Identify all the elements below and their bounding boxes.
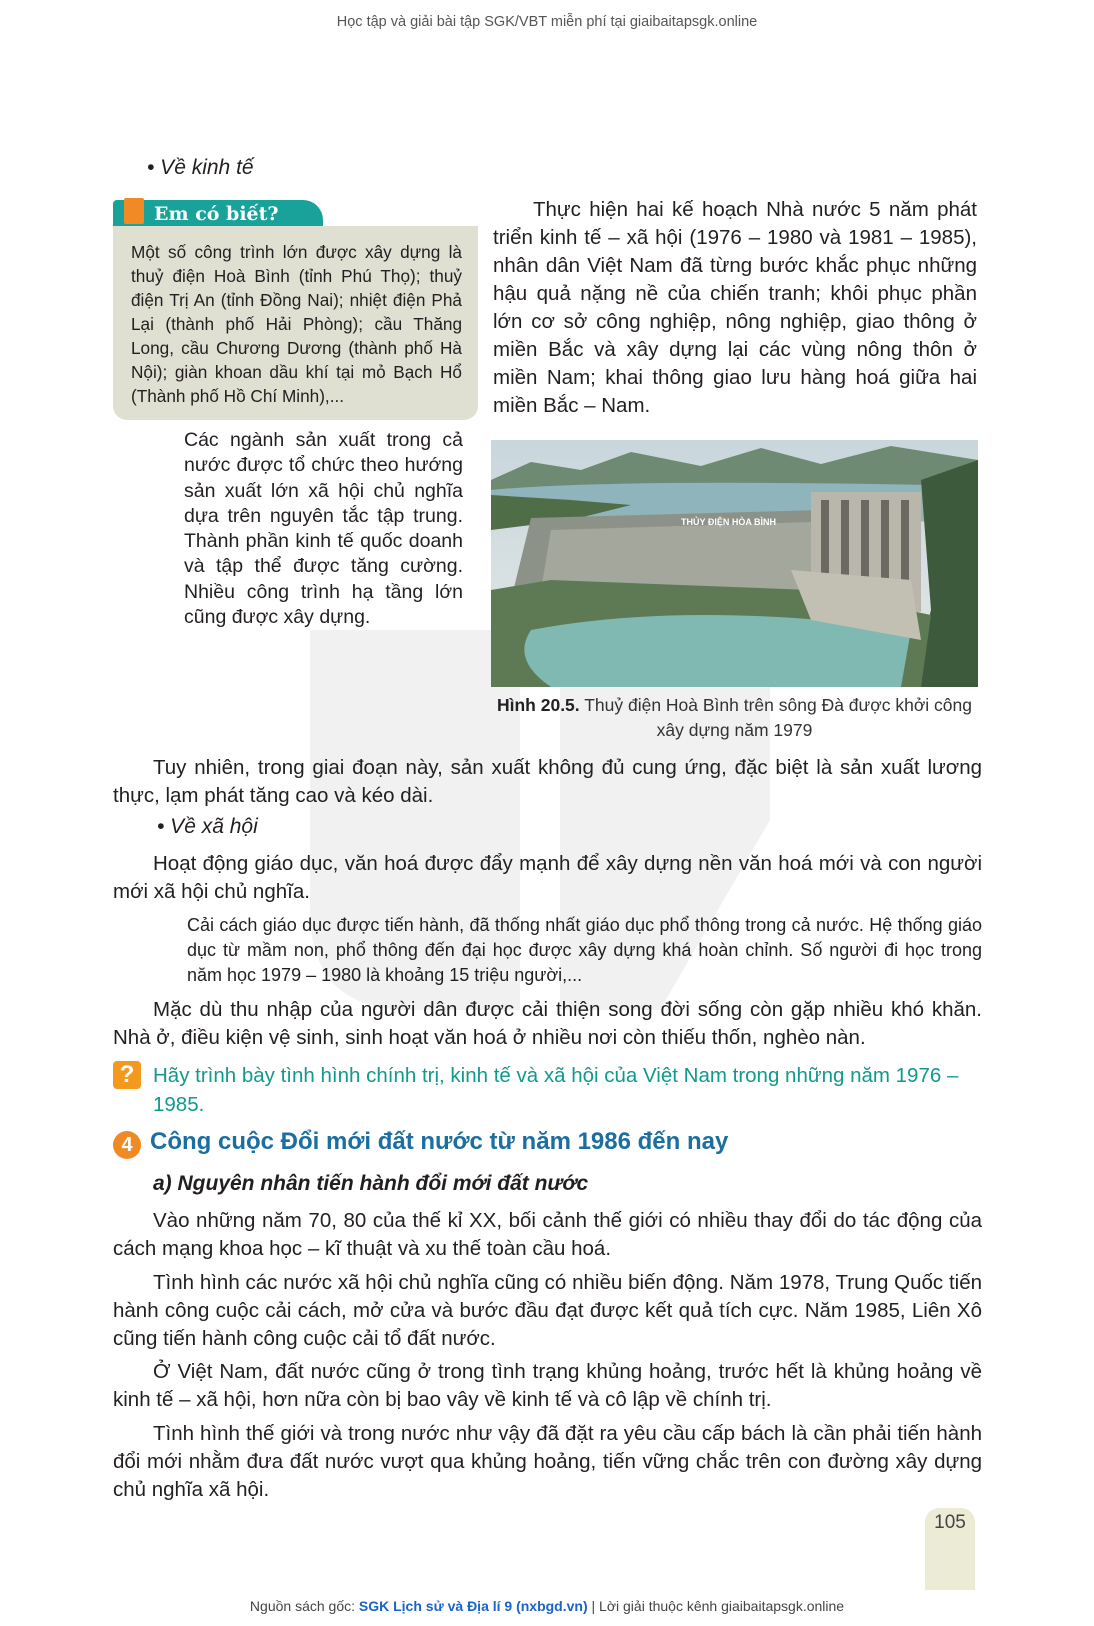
footer-watermark: [0, 1598, 1094, 1614]
subsection-title: a) Nguyên nhân tiến hành đổi mới đất nước: [153, 1172, 589, 1195]
figure-caption: [491, 693, 978, 743]
footer-prefix: Nguồn sách gốc:: [249, 1598, 359, 1614]
paragraph-socialist: Tình hình các nước xã hội chủ nghĩa cũng có nhiều biến động. Năm 1978, Trung Quốc tiến hành công cuộc cải cách, mở cửa và bước đầu đạt được kết quả tích cực. Năm 1985, Liên Xô cũng tiến hành công cuộc cải tổ đất nước.: [113, 1271, 982, 1350]
info-box-title: Em có biết?: [154, 203, 279, 225]
figure-label: Hình 20.5.: [496, 695, 580, 715]
paragraph-vietnam: Ở Việt Nam, đất nước cũng ở trong tình trạng khủng hoảng, trước hết là khủng hoảng về kinh tế – xã hội, hơn nữa còn bị bao vây về kinh tế và cô lập về chính trị.: [113, 1360, 982, 1411]
paragraph-however: Tuy nhiên, trong giai đoạn này, sản xuất không đủ cung ứng, đặc biệt là sản xuất lương thực, lạm phát tăng cao và kéo dài.: [113, 756, 982, 807]
info-box-body: [113, 226, 478, 420]
question-icon: ?: [113, 1061, 141, 1089]
paragraph-plans: Thực hiện hai kế hoạch Nhà nước 5 năm phát triển kinh tế – xã hội (1976 – 1980 và 1981 – 1985), nhân dân Việt Nam đã từng bước khắc phục những hậu quả nặng nề của chiến tranh; khôi phục phần lớn cơ sở công nghiệp, nông nghiệp, giao thông ở miền Bắc và xây dựng lại các vùng nông thôn ở miền Nam; khai thông giao lưu hàng hoá giữa hai miền Bắc – Nam.: [493, 198, 977, 417]
figure-caption-text: Thuỷ điện Hoà Bình trên sông Đà được khởi công xây dựng năm 1979: [579, 695, 972, 740]
footer-suffix: | Lời giải thuộc kênh giaibaitapsgk.online: [587, 1598, 845, 1614]
page-number: 105: [934, 1512, 966, 1533]
info-box-text: Một số công trình lớn được xây dựng là thuỷ điện Hoà Bình (tỉnh Phú Thọ); thuỷ điện Trị An (tỉnh Đồng Nai); nhiệt điện Phả Lại (thành phố Hải Phòng); cầu Thăng Long, cầu Chương Dương (thành phố Hà Nội); giàn khoan dầu khí tại mỏ Bạch Hổ (Thành phố Hồ Chí Minh),...: [131, 242, 462, 406]
header-watermark: Học tập và giải bài tập SGK/VBT miễn phí tại giaibaitapsgk.online: [336, 14, 758, 30]
paragraph-education: Hoạt động giáo dục, văn hoá được đẩy mạnh để xây dựng nền văn hoá mới và con người mới xã hội chủ nghĩa.: [113, 852, 982, 903]
paragraph-70s: Vào những năm 70, 80 của thế kỉ XX, bối cảnh thế giới có nhiều thay đổi do tác động của cách mạng khoa học – kĩ thuật và xu thế toàn cầu hoá.: [113, 1209, 982, 1260]
question-text: Hãy trình bày tình hình chính trị, kinh tế và xã hội của Việt Nam trong những năm 1976 – 1985.: [153, 1064, 959, 1116]
footer-source-link[interactable]: SGK Lịch sử và Địa lí 9 (nxbgd.vn): [358, 1598, 588, 1614]
paragraph-urgent: Tình hình thế giới và trong nước như vậy đã đặt ra yêu cầu cấp bách là cần phải tiến hành đổi mới nhằm đưa đất nước vượt qua khủng hoảng, tiến vững chắc trên con đường xây dựng chủ nghĩa xã hội.: [113, 1422, 982, 1501]
dam-sign: THỦY ĐIỆN HÒA BÌNH: [681, 517, 777, 527]
paragraph-income: Mặc dù thu nhập của người dân được cải thiện song đời sống còn gặp nhiều khó khăn. Nhà ở, điều kiện vệ sinh, sinh hoạt văn hoá ở nhiều nơi còn thiếu thốn, nghèo nàn.: [113, 998, 982, 1049]
hoa-binh-dam-photo: [491, 440, 978, 687]
bookmark-icon: [124, 198, 144, 224]
bullet-society: • Về xã hội: [157, 815, 258, 838]
section-title: Công cuộc Đổi mới đất nước từ năm 1986 đến nay: [150, 1128, 729, 1155]
section-number-badge: 4: [113, 1131, 141, 1159]
paragraph-sectors: Các ngành sản xuất trong cả nước được tổ chức theo hướng sản xuất lớn xã hội chủ nghĩa dựa trên nguyên tắc tập trung. Thành phần kinh tế quốc doanh và tập thể được tăng cường. Nhiều công trình hạ tầng lớn cũng được xây dựng.: [184, 429, 463, 629]
paragraph-reform: Cải cách giáo dục được tiến hành, đã thống nhất giáo dục phổ thông trong cả nước. Hệ thống giáo dục từ mầm non, phổ thông đến đại học được xây dựng khá hoàn chỉnh. Số người đi học trong năm học 1979 – 1980 là khoảng 15 triệu người,...: [187, 915, 982, 985]
bullet-economy: • Về kinh tế: [147, 156, 254, 179]
